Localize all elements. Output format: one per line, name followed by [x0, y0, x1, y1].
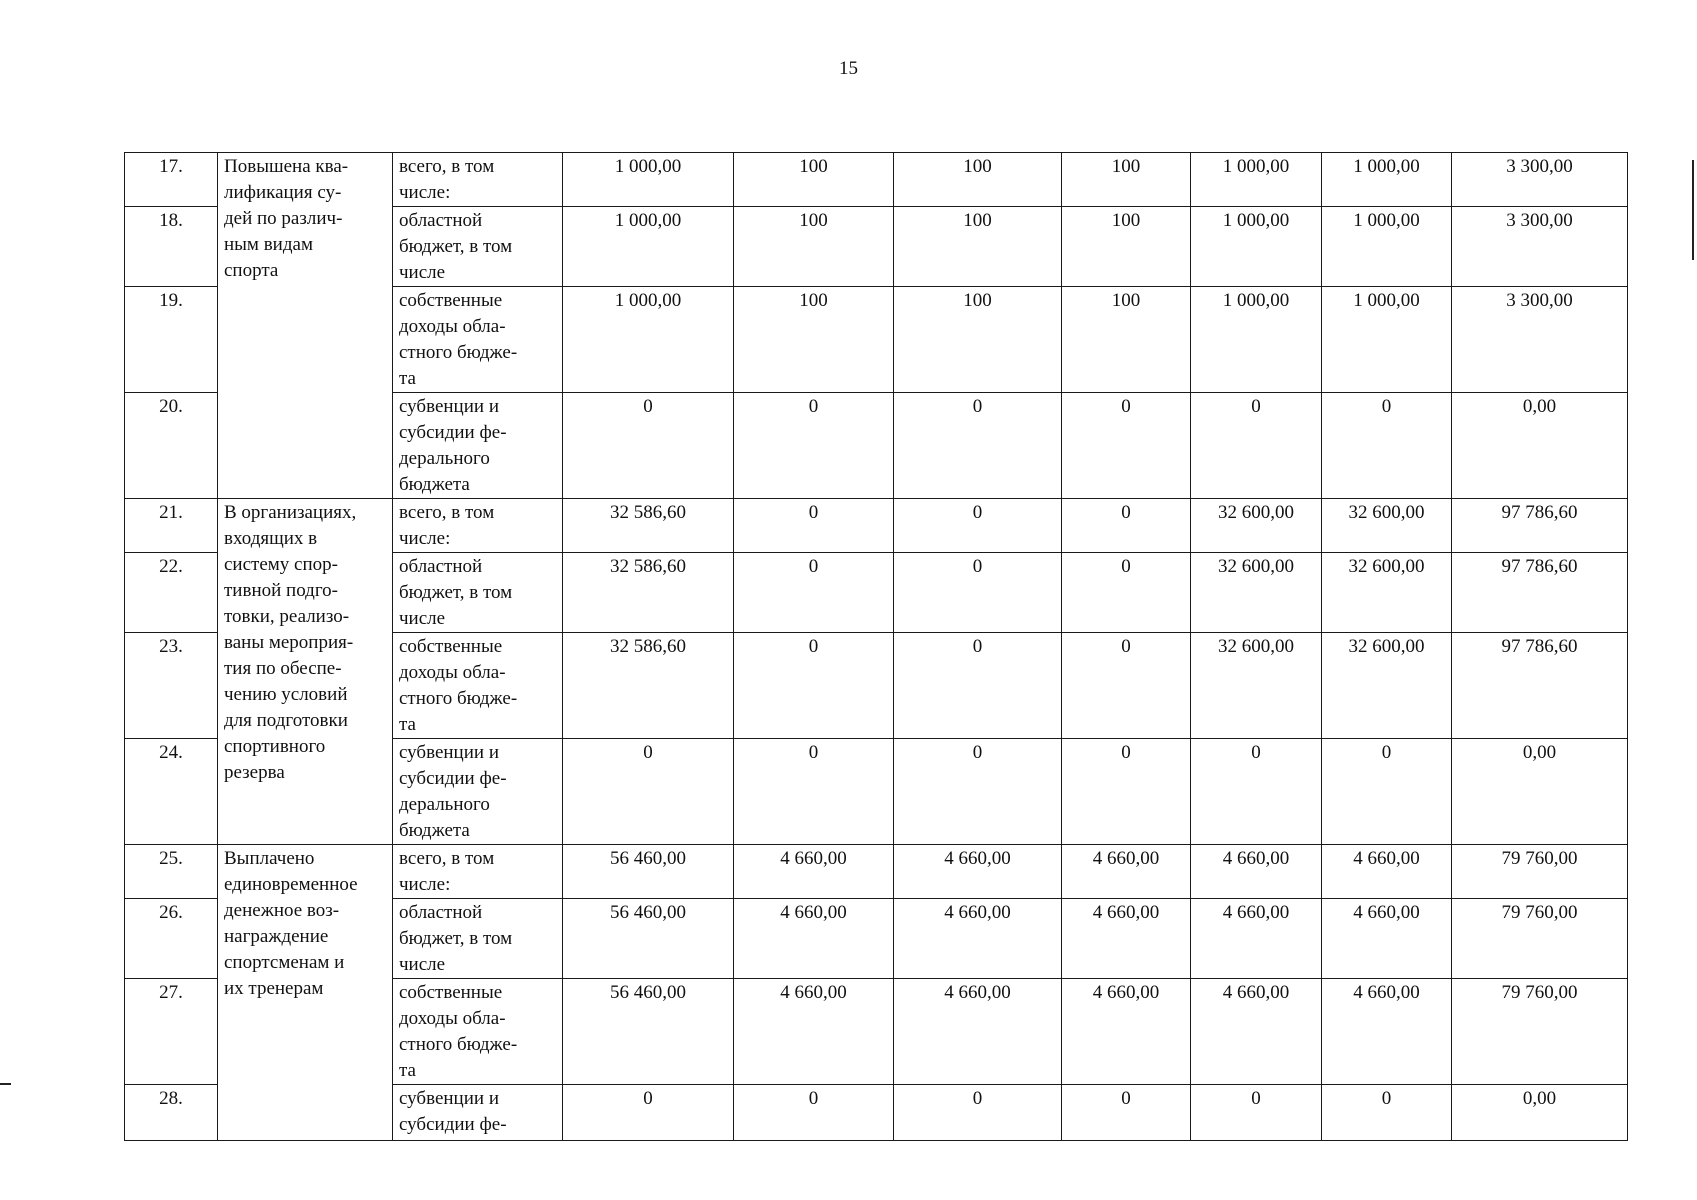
- amount-cell: 32 586,60: [563, 499, 734, 553]
- budget-table: [124, 152, 1628, 1141]
- amount-cell: 1 000,00: [563, 207, 734, 287]
- funding-source: субвенции и субсидии фе- дерального бюджета: [393, 393, 563, 499]
- funding-source: областной бюджет, в том числе: [393, 207, 563, 287]
- amount-cell: 100: [894, 287, 1062, 393]
- amount-cell: 0,00: [1452, 1085, 1628, 1141]
- amount-cell: 4 660,00: [1062, 979, 1191, 1085]
- amount-cell: 4 660,00: [1191, 899, 1322, 979]
- measure-description: В организациях, входящих в систему спор- тивной подго- товки, реализо- ваны мероприя- тия по обеспе- чению условий для подготовки спортивного резерва: [218, 499, 393, 845]
- amount-cell: 100: [894, 207, 1062, 287]
- amount-cell: 1 000,00: [563, 287, 734, 393]
- amount-cell: 0: [1191, 1085, 1322, 1141]
- amount-cell: 4 660,00: [1062, 899, 1191, 979]
- table-row: [125, 499, 1628, 553]
- amount-cell: 32 600,00: [1191, 499, 1322, 553]
- amount-cell: 1 000,00: [1322, 207, 1452, 287]
- amount-cell: 0: [1191, 393, 1322, 499]
- amount-cell: 4 660,00: [894, 845, 1062, 899]
- amount-cell: 0: [734, 1085, 894, 1141]
- row-number: 24.: [125, 739, 218, 845]
- amount-cell: 0: [894, 1085, 1062, 1141]
- amount-cell: 1 000,00: [1322, 287, 1452, 393]
- amount-cell: 79 760,00: [1452, 899, 1628, 979]
- row-number: 28.: [125, 1085, 218, 1141]
- table-row: [125, 845, 1628, 899]
- amount-cell: 0: [1062, 633, 1191, 739]
- amount-cell: 79 760,00: [1452, 845, 1628, 899]
- funding-source: всего, в том числе:: [393, 845, 563, 899]
- row-number: 20.: [125, 393, 218, 499]
- amount-cell: 100: [1062, 207, 1191, 287]
- amount-cell: 1 000,00: [1322, 153, 1452, 207]
- margin-mark: [0, 1083, 11, 1085]
- amount-cell: 3 300,00: [1452, 287, 1628, 393]
- amount-cell: 0: [734, 739, 894, 845]
- amount-cell: 56 460,00: [563, 845, 734, 899]
- page-number: 15: [839, 58, 858, 79]
- margin-mark: [1692, 160, 1694, 260]
- amount-cell: 0: [563, 739, 734, 845]
- row-number: 22.: [125, 553, 218, 633]
- funding-source: областной бюджет, в том числе: [393, 899, 563, 979]
- amount-cell: 4 660,00: [1322, 979, 1452, 1085]
- amount-cell: 97 786,60: [1452, 553, 1628, 633]
- amount-cell: 3 300,00: [1452, 153, 1628, 207]
- amount-cell: 100: [734, 153, 894, 207]
- funding-source: собственные доходы обла- стного бюдже- та: [393, 287, 563, 393]
- measure-description: Выплачено единовременное денежное воз- награждение спортсменам и их тренерам: [218, 845, 393, 1141]
- funding-source: всего, в том числе:: [393, 153, 563, 207]
- amount-cell: 32 600,00: [1191, 553, 1322, 633]
- amount-cell: 0: [1062, 393, 1191, 499]
- amount-cell: 0: [734, 633, 894, 739]
- amount-cell: 56 460,00: [563, 899, 734, 979]
- row-number: 26.: [125, 899, 218, 979]
- amount-cell: 4 660,00: [894, 899, 1062, 979]
- amount-cell: 4 660,00: [1062, 845, 1191, 899]
- amount-cell: 0: [563, 1085, 734, 1141]
- amount-cell: 0: [894, 633, 1062, 739]
- amount-cell: 32 586,60: [563, 553, 734, 633]
- row-number: 23.: [125, 633, 218, 739]
- amount-cell: 4 660,00: [1322, 899, 1452, 979]
- funding-source: собственные доходы обла- стного бюдже- та: [393, 633, 563, 739]
- amount-cell: 32 600,00: [1322, 499, 1452, 553]
- amount-cell: 100: [1062, 287, 1191, 393]
- amount-cell: 0: [1062, 739, 1191, 845]
- measure-description: Повышена ква- лификация су- дей по различ- ным видам спорта: [218, 153, 393, 499]
- amount-cell: 4 660,00: [734, 845, 894, 899]
- amount-cell: 32 600,00: [1191, 633, 1322, 739]
- row-number: 18.: [125, 207, 218, 287]
- amount-cell: 97 786,60: [1452, 499, 1628, 553]
- amount-cell: 0: [894, 553, 1062, 633]
- amount-cell: 4 660,00: [894, 979, 1062, 1085]
- amount-cell: 0: [1191, 739, 1322, 845]
- amount-cell: 0,00: [1452, 393, 1628, 499]
- amount-cell: 3 300,00: [1452, 207, 1628, 287]
- funding-source: всего, в том числе:: [393, 499, 563, 553]
- amount-cell: 4 660,00: [734, 899, 894, 979]
- amount-cell: 0: [734, 499, 894, 553]
- funding-source: собственные доходы обла- стного бюдже- та: [393, 979, 563, 1085]
- amount-cell: 4 660,00: [734, 979, 894, 1085]
- amount-cell: 0,00: [1452, 739, 1628, 845]
- amount-cell: 0: [1322, 393, 1452, 499]
- row-number: 21.: [125, 499, 218, 553]
- amount-cell: 1 000,00: [1191, 207, 1322, 287]
- amount-cell: 0: [894, 393, 1062, 499]
- amount-cell: 0: [734, 553, 894, 633]
- amount-cell: 100: [894, 153, 1062, 207]
- funding-source: областной бюджет, в том числе: [393, 553, 563, 633]
- amount-cell: 1 000,00: [563, 153, 734, 207]
- amount-cell: 0: [1062, 1085, 1191, 1141]
- amount-cell: 4 660,00: [1322, 845, 1452, 899]
- amount-cell: 4 660,00: [1191, 979, 1322, 1085]
- amount-cell: 1 000,00: [1191, 153, 1322, 207]
- amount-cell: 97 786,60: [1452, 633, 1628, 739]
- table-row: [125, 153, 1628, 207]
- row-number: 19.: [125, 287, 218, 393]
- amount-cell: 4 660,00: [1191, 845, 1322, 899]
- table-body: [125, 153, 1628, 1141]
- amount-cell: 32 586,60: [563, 633, 734, 739]
- funding-source: субвенции и субсидии фе- дерального бюджета: [393, 739, 563, 845]
- amount-cell: 32 600,00: [1322, 633, 1452, 739]
- amount-cell: 0: [894, 499, 1062, 553]
- amount-cell: 0: [1322, 739, 1452, 845]
- funding-source: субвенции и субсидии фе-: [393, 1085, 563, 1141]
- amount-cell: 79 760,00: [1452, 979, 1628, 1085]
- amount-cell: 56 460,00: [563, 979, 734, 1085]
- amount-cell: 100: [1062, 153, 1191, 207]
- amount-cell: 0: [1062, 499, 1191, 553]
- amount-cell: 0: [894, 739, 1062, 845]
- amount-cell: 0: [1062, 553, 1191, 633]
- row-number: 27.: [125, 979, 218, 1085]
- amount-cell: 1 000,00: [1191, 287, 1322, 393]
- amount-cell: 0: [1322, 1085, 1452, 1141]
- amount-cell: 100: [734, 287, 894, 393]
- amount-cell: 0: [734, 393, 894, 499]
- row-number: 25.: [125, 845, 218, 899]
- row-number: 17.: [125, 153, 218, 207]
- amount-cell: 100: [734, 207, 894, 287]
- amount-cell: 32 600,00: [1322, 553, 1452, 633]
- amount-cell: 0: [563, 393, 734, 499]
